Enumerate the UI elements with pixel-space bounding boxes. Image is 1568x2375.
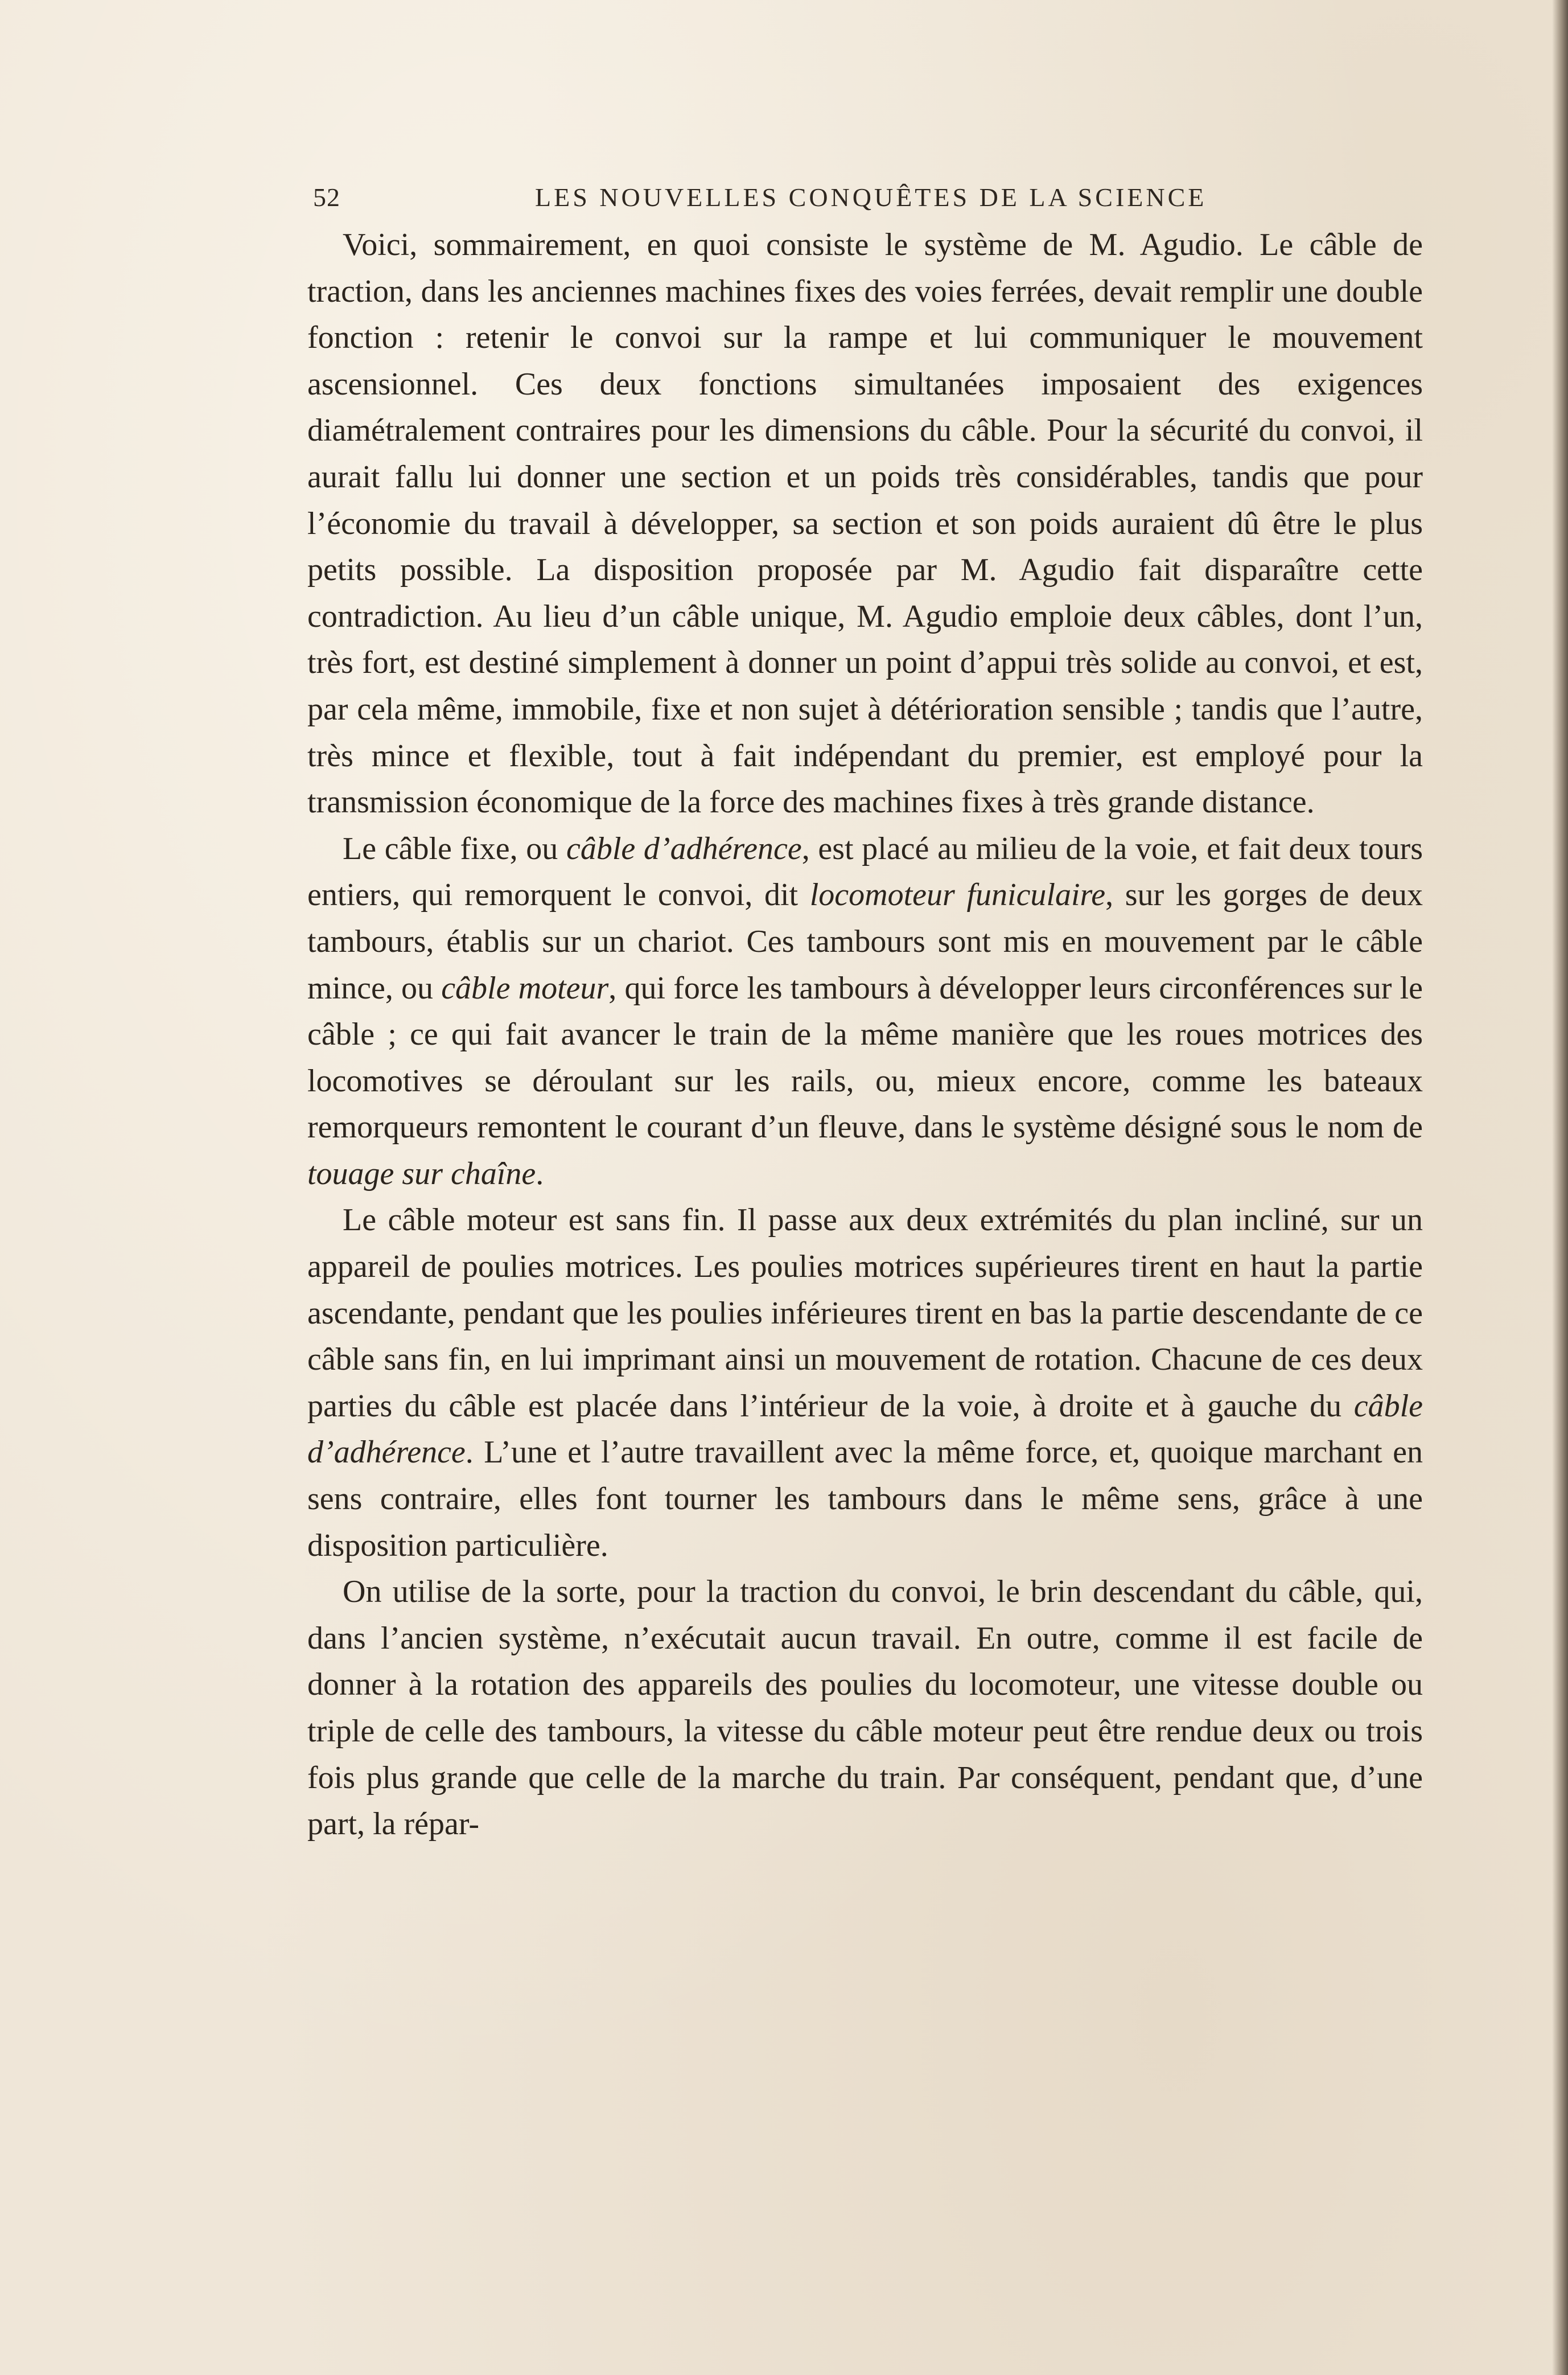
page-number: 52 — [313, 183, 340, 212]
italic-term: câble d’adhérence — [566, 831, 802, 866]
text-segment: . — [536, 1156, 544, 1191]
paragraph — [307, 826, 1423, 1198]
running-title: LES NOUVELLES CONQUÊTES DE LA SCIENCE — [535, 183, 1207, 212]
italic-term: câble d’adhérence — [307, 1388, 1423, 1470]
paragraph — [307, 1197, 1423, 1569]
book-page — [307, 171, 1423, 2135]
body-text — [307, 222, 1423, 1848]
paragraph — [307, 1569, 1423, 1848]
italic-term: câble moteur — [441, 970, 609, 1006]
text-segment: Le câble moteur est sans fin. Il passe aux deux extrémités du plan incliné, sur un appareil de poulies motrices. Les poulies motrices supérieures tirent en haut la partie ascendante, pendant que les poulies inférieures tirent en bas la partie descendante de ce câble sans fin, en lui imprimant ainsi un mouvement de rotation. Chacune de ces deux parties du câble est placée dans l’intérieur de la voie, à droite et à gauche du — [307, 1202, 1423, 1424]
text-segment: Voici, sommairement, en quoi consiste le système de M. Agudio. Le câble de traction, dans les anciennes machines fixes des voies ferrées, devait remplir une double fonction : retenir le convoi sur la rampe et lui communiquer le mouvement ascensionnel. Ces deux fonctions simultanées imposaient des exigences diamétralement contraires pour les dimensions du câble. Pour la sécurité du convoi, il aurait fallu lui donner une section et un poids très considérables, tandis que pour l’économie du travail à développer, sa section et son poids auraient dû être le plus petits possible. La disposition proposée par M. Agudio fait disparaître cette contradiction. Au lieu d’un câble unique, M. Agudio emploie deux câbles, dont l’un, très fort, est destiné simplement à donner un point d’appui très solide au convoi, et est, par cela même, immobile, fixe et non sujet à détérioration sensible ; tandis que l’autre, très mince et flexible, tout à fait indépendant du premier, est employé pour la transmission économique de la force des machines fixes à très grande distance. — [307, 227, 1423, 820]
text-segment: . L’une et l’autre travaillent avec la même force, et, quoique marchant en sens contraire, elles font tourner les tambours dans le même sens, grâce à une disposition particulière. — [307, 1435, 1423, 1563]
page-edge-shadow — [1552, 0, 1568, 2375]
running-head — [307, 171, 1423, 222]
paragraph — [307, 222, 1423, 826]
text-segment: , sur les gorges de deux tambours, établis sur un chariot. Ces tambours sont mis en mouvement par le câble mince, ou — [307, 877, 1423, 1006]
text-segment: Le câble fixe, ou — [343, 831, 566, 866]
text-segment: , est placé au milieu de la voie, et fait deux tours entiers, qui remorquent le convoi, dit — [307, 831, 1423, 913]
text-segment: On utilise de la sorte, pour la traction du convoi, le brin descendant du câble, qui, dans l’ancien système, n’exécutait aucun travail. En outre, comme il est facile de donner à la rotation des appareils des poulies du locomoteur, une vitesse double ou triple de celle des tambours, la vitesse du câble moteur peut être rendue deux ou trois fois plus grande que celle de la marche du train. Par conséquent, pendant que, d’une part, la répar- — [307, 1574, 1423, 1842]
italic-term: touage sur chaîne — [307, 1156, 536, 1191]
italic-term: locomoteur funiculaire — [809, 877, 1106, 913]
text-segment: , qui force les tambours à développer leurs circonférences sur le câble ; ce qui fait avancer le train de la même manière que les roues motrices des locomotives se déroulant sur les rails, ou, mieux encore, comme les bateaux remorqueurs remontent le courant d’un fleuve, dans le système désigné sous le nom de — [307, 970, 1423, 1145]
